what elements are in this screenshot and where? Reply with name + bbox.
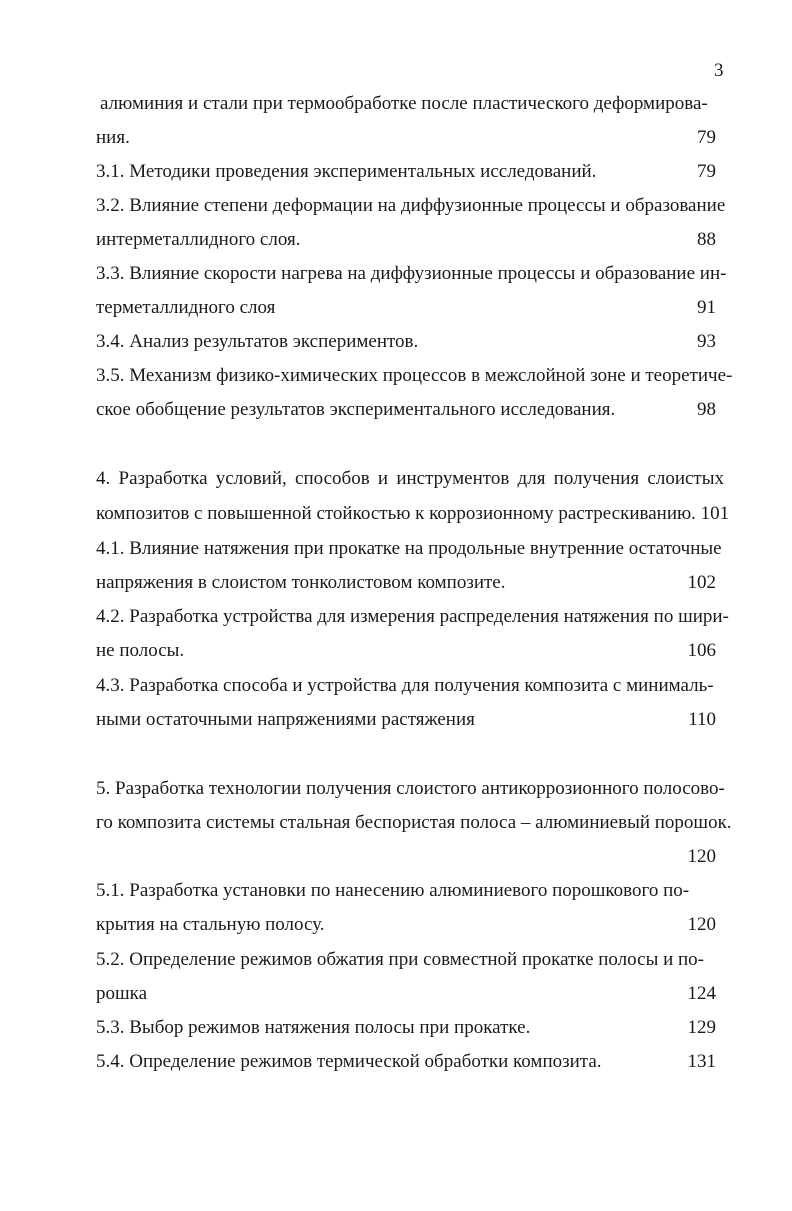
toc-page: 79 xyxy=(697,127,716,148)
toc-line xyxy=(96,501,730,527)
toc-line xyxy=(96,844,716,870)
toc-page: 124 xyxy=(687,983,716,1004)
toc-line xyxy=(96,878,716,904)
toc-line xyxy=(96,776,725,802)
toc-text: напряжения в слоистом тонколистовом композите. xyxy=(96,572,506,593)
toc-page: 88 xyxy=(697,229,716,250)
toc-text: 4.1. Влияние натяжения при прокатке на продольные внутренние остаточные xyxy=(96,538,722,559)
toc-line xyxy=(96,912,716,938)
toc-page: 102 xyxy=(687,572,716,593)
toc-page: 79 xyxy=(697,161,716,182)
toc-text: 3.2. Влияние степени деформации на диффузионные процессы и образование xyxy=(96,195,726,216)
toc-line xyxy=(96,707,716,733)
page-number: 3 xyxy=(714,60,724,81)
toc-line xyxy=(96,397,716,423)
toc-line xyxy=(96,466,724,492)
toc-line xyxy=(96,227,716,253)
toc-text: крытия на стальную полосу. xyxy=(96,914,325,935)
toc-text: терметаллидного слоя xyxy=(96,297,276,318)
toc-page: 131 xyxy=(687,1051,716,1072)
toc-text: 4. Разработка условий, способов и инструментов для получения слоистых xyxy=(96,468,724,489)
toc-text: 3.4. Анализ результатов экспериментов. xyxy=(96,331,419,352)
toc-line xyxy=(96,295,716,321)
toc-line xyxy=(96,673,716,699)
toc-text: алюминия и стали при термообработке после пластического деформирова- xyxy=(100,93,708,114)
toc-text: ными остаточными напряжениями растяжения xyxy=(96,709,475,730)
toc-page: 120 xyxy=(687,914,716,935)
toc-text: рошка xyxy=(96,983,148,1004)
toc-text: ское обобщение результатов экспериментального исследования. xyxy=(96,399,616,420)
toc-page: 93 xyxy=(697,331,716,352)
toc-line xyxy=(96,810,732,836)
toc-text: 3.1. Методики проведения экспериментальных исследований. xyxy=(96,161,597,182)
toc-line xyxy=(96,947,716,973)
toc-line xyxy=(96,91,716,117)
toc-line xyxy=(96,193,726,219)
toc-text: ния. xyxy=(96,127,130,148)
toc-page: 106 xyxy=(687,640,716,661)
toc-text: композитов с повышенной стойкостью к коррозионному растрескиванию. 101 xyxy=(96,503,730,524)
toc-text: 4.3. Разработка способа и устройства для получения композита с минималь- xyxy=(96,675,714,696)
toc-line xyxy=(96,1015,716,1041)
toc-page: 91 xyxy=(697,297,716,318)
toc-line xyxy=(96,604,729,630)
toc-line xyxy=(96,159,716,185)
toc-line xyxy=(96,329,716,355)
toc-line xyxy=(96,981,716,1007)
toc-page: 120 xyxy=(687,846,716,867)
toc-line xyxy=(96,536,722,562)
toc-line xyxy=(96,363,733,389)
toc-text: 5.4. Определение режимов термической обработки композита. xyxy=(96,1051,602,1072)
toc-page: 98 xyxy=(697,399,716,420)
toc-text: 3.5. Механизм физико-химических процессов в межслойной зоне и теоретиче- xyxy=(96,365,733,386)
toc-line xyxy=(96,1049,716,1075)
toc-line xyxy=(96,261,727,287)
toc-text: интерметаллидного слоя. xyxy=(96,229,301,250)
toc-text: го композита системы стальная беспористая полоса – алюминиевый порошок. xyxy=(96,812,732,833)
toc-text: 3.3. Влияние скорости нагрева на диффузионные процессы и образование ин- xyxy=(96,263,727,284)
toc-text: 5.2. Определение режимов обжатия при совместной прокатке полосы и по- xyxy=(96,949,704,970)
toc-page: 129 xyxy=(687,1017,716,1038)
toc-text: не полосы. xyxy=(96,640,185,661)
toc-page: 110 xyxy=(688,709,716,730)
toc-text: 5.3. Выбор режимов натяжения полосы при прокатке. xyxy=(96,1017,531,1038)
toc-text: 5. Разработка технологии получения слоистого антикоррозионного полосово- xyxy=(96,778,725,799)
toc-text: 4.2. Разработка устройства для измерения распределения натяжения по шири- xyxy=(96,606,729,627)
toc-line xyxy=(96,125,716,151)
toc-text: 5.1. Разработка установки по нанесению алюминиевого порошкового по- xyxy=(96,880,690,901)
toc-line xyxy=(96,570,716,596)
toc-line xyxy=(96,638,716,664)
